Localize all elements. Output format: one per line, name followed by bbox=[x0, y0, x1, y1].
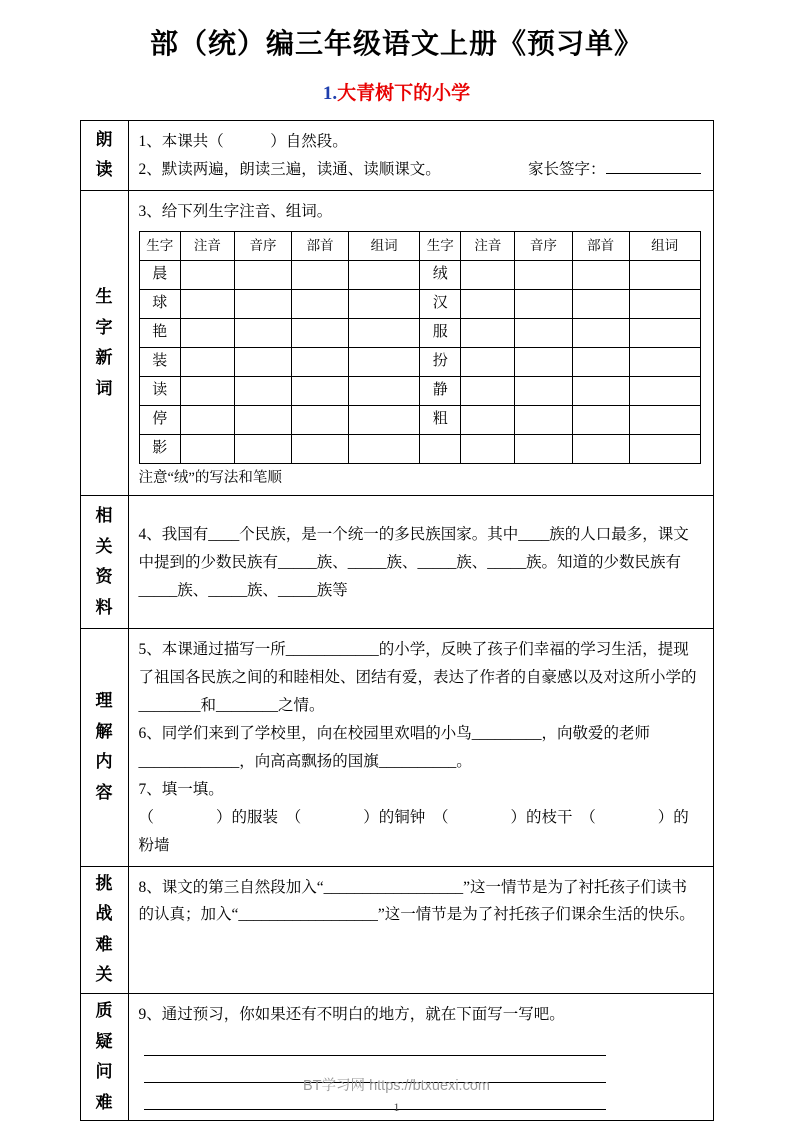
empty-cell bbox=[515, 289, 572, 318]
empty-cell bbox=[292, 289, 349, 318]
col-header-order: 音序 bbox=[234, 231, 291, 260]
item-7-text: 7、填一填。 bbox=[138, 780, 224, 798]
char-row bbox=[139, 376, 700, 405]
empty-cell bbox=[572, 376, 629, 405]
char-cell: 静 bbox=[419, 376, 461, 405]
col-header-radical: 部首 bbox=[292, 231, 349, 260]
section-related-material bbox=[80, 496, 713, 629]
empty-cell bbox=[572, 260, 629, 289]
empty-cell bbox=[234, 376, 291, 405]
empty-cell bbox=[461, 318, 515, 347]
char-cell bbox=[419, 434, 461, 463]
char-row bbox=[139, 318, 700, 347]
item-7-fill-blanks: （ ）的服装 （ ）的铜钟 （ ）的枝干 （ ）的粉墙 bbox=[138, 808, 689, 854]
col-header-pinyin: 注音 bbox=[461, 231, 515, 260]
char-cell: 扮 bbox=[419, 347, 461, 376]
item-1-text: 1、本课共（ ）自然段。 bbox=[138, 133, 348, 150]
empty-cell bbox=[234, 434, 291, 463]
empty-cell bbox=[234, 289, 291, 318]
section-label-text: 朗读 bbox=[95, 129, 113, 180]
empty-cell bbox=[234, 260, 291, 289]
empty-cell bbox=[629, 318, 700, 347]
empty-cell bbox=[292, 318, 349, 347]
section-label-text: 挑战难关 bbox=[95, 873, 113, 985]
item-6-text: 6、同学们来到了学校里，向在校园里欢唱的小鸟_________，向敬爱的老师_____________，向高高飘扬的国旗__________。 bbox=[138, 725, 651, 770]
empty-cell bbox=[572, 318, 629, 347]
empty-cell bbox=[349, 405, 420, 434]
empty-cell bbox=[461, 260, 515, 289]
page-number: 1 bbox=[393, 1100, 400, 1114]
char-cell: 汉 bbox=[419, 289, 461, 318]
answer-line bbox=[144, 1029, 606, 1056]
signature-blank-line bbox=[606, 158, 701, 174]
char-row bbox=[139, 434, 700, 463]
empty-cell bbox=[349, 434, 420, 463]
empty-cell bbox=[629, 260, 700, 289]
section-label-reading bbox=[80, 121, 128, 191]
empty-cell bbox=[629, 347, 700, 376]
lesson-number: 1. bbox=[322, 83, 338, 104]
empty-cell bbox=[181, 318, 235, 347]
char-row bbox=[139, 347, 700, 376]
item-3-text: 3、给下列生字注音、组词。 bbox=[138, 202, 333, 220]
col-header-radical: 部首 bbox=[572, 231, 629, 260]
empty-cell bbox=[572, 289, 629, 318]
empty-cell bbox=[629, 289, 700, 318]
empty-cell bbox=[515, 434, 572, 463]
empty-cell bbox=[572, 405, 629, 434]
char-cell: 艳 bbox=[139, 318, 181, 347]
worksheet-table bbox=[80, 120, 714, 1121]
empty-cell bbox=[349, 347, 420, 376]
char-cell: 装 bbox=[139, 347, 181, 376]
char-cell: 粗 bbox=[419, 405, 461, 434]
char-row bbox=[139, 405, 700, 434]
empty-cell bbox=[629, 405, 700, 434]
stroke-note: 注意“绒”的写法和笔顺 bbox=[138, 469, 282, 486]
empty-cell bbox=[515, 260, 572, 289]
empty-cell bbox=[292, 260, 349, 289]
section-label-text: 相关资料 bbox=[95, 506, 113, 618]
empty-cell bbox=[461, 347, 515, 376]
col-header-char: 生字 bbox=[419, 231, 461, 260]
item-8-text: 8、课文的第三自然段加入“__________________”这一情节是为了衬托孩子们读书的认真；加入“__________________”这一情节是为了衬托孩子们课余生活的快乐。 bbox=[138, 878, 695, 924]
section-comprehension-content bbox=[128, 629, 713, 866]
section-label-comprehension bbox=[80, 629, 128, 866]
item-2-text: 2、默读两遍，朗读三遍，读通、读顺课文。 bbox=[138, 160, 441, 178]
page-title: 部（统）编三年级语文上册《预习单》 bbox=[149, 29, 643, 60]
empty-cell bbox=[461, 289, 515, 318]
empty-cell bbox=[234, 318, 291, 347]
empty-cell bbox=[515, 405, 572, 434]
empty-cell bbox=[292, 376, 349, 405]
empty-cell bbox=[515, 347, 572, 376]
empty-cell bbox=[461, 376, 515, 405]
empty-cell bbox=[349, 318, 420, 347]
col-header-char: 生字 bbox=[139, 231, 181, 260]
section-label-text: 质疑问难 bbox=[95, 1000, 113, 1112]
section-related-material-content bbox=[128, 496, 713, 629]
empty-cell bbox=[181, 376, 235, 405]
empty-cell bbox=[292, 347, 349, 376]
empty-cell bbox=[292, 434, 349, 463]
char-row bbox=[139, 260, 700, 289]
empty-cell bbox=[181, 434, 235, 463]
section-label-new-words bbox=[80, 190, 128, 496]
char-cell: 读 bbox=[139, 376, 181, 405]
empty-cell bbox=[349, 376, 420, 405]
section-label-challenge bbox=[80, 866, 128, 993]
empty-cell bbox=[629, 376, 700, 405]
section-new-words-content bbox=[128, 190, 713, 496]
lesson-name: 大青树下的小学 bbox=[337, 83, 471, 104]
character-table bbox=[139, 231, 701, 464]
char-row bbox=[139, 289, 700, 318]
empty-cell bbox=[572, 434, 629, 463]
empty-cell bbox=[461, 405, 515, 434]
col-header-order: 音序 bbox=[515, 231, 572, 260]
col-header-word: 组词 bbox=[629, 231, 700, 260]
empty-cell bbox=[515, 376, 572, 405]
parent-signature bbox=[528, 156, 701, 184]
site-footer: BT学习网 https://btxuexi.com bbox=[303, 1078, 490, 1094]
section-challenge bbox=[80, 866, 713, 993]
char-cell: 服 bbox=[419, 318, 461, 347]
empty-cell bbox=[234, 405, 291, 434]
character-table-header bbox=[139, 231, 700, 260]
empty-cell bbox=[515, 318, 572, 347]
section-label-text: 理解内容 bbox=[95, 691, 113, 803]
char-cell: 绒 bbox=[419, 260, 461, 289]
col-header-word: 组词 bbox=[349, 231, 420, 260]
signature-label: 家长签字： bbox=[527, 160, 606, 178]
empty-cell bbox=[629, 434, 700, 463]
empty-cell bbox=[181, 405, 235, 434]
section-reading bbox=[80, 121, 713, 191]
char-cell: 球 bbox=[139, 289, 181, 318]
empty-cell bbox=[181, 260, 235, 289]
item-2-row bbox=[139, 156, 701, 184]
col-header-pinyin: 注音 bbox=[181, 231, 235, 260]
char-cell: 停 bbox=[139, 405, 181, 434]
char-cell: 影 bbox=[139, 434, 181, 463]
section-new-words bbox=[80, 190, 713, 496]
char-cell: 晨 bbox=[139, 260, 181, 289]
empty-cell bbox=[572, 347, 629, 376]
empty-cell bbox=[181, 289, 235, 318]
item-4-text: 4、我国有____个民族，是一个统一的多民族国家。其中____族的人口最多，课文中提到的少数民族有_____族、_____族、_____族、_____族。知道的少数民族有_____族、_____族、_____族等 bbox=[138, 526, 689, 599]
item-5-text: 5、本课通过描写一所____________的小学，反映了孩子们幸福的学习生活，提现了祖国各民族之间的和睦相处、团结有爱，表达了作者的自豪感以及对这所小学的________和________之情。 bbox=[138, 641, 697, 715]
empty-cell bbox=[349, 289, 420, 318]
empty-cell bbox=[292, 405, 349, 434]
section-label-related-material bbox=[80, 496, 128, 629]
empty-cell bbox=[461, 434, 515, 463]
section-comprehension bbox=[80, 629, 713, 866]
empty-cell bbox=[349, 260, 420, 289]
lesson-title bbox=[0, 78, 793, 105]
empty-cell bbox=[234, 347, 291, 376]
section-challenge-content bbox=[128, 866, 713, 993]
section-reading-content bbox=[128, 121, 713, 191]
item-9-text: 9、通过预习，你如果还有不明白的地方，就在下面写一写吧。 bbox=[138, 1005, 565, 1023]
empty-cell bbox=[181, 347, 235, 376]
section-label-text: 生字新词 bbox=[95, 286, 113, 398]
